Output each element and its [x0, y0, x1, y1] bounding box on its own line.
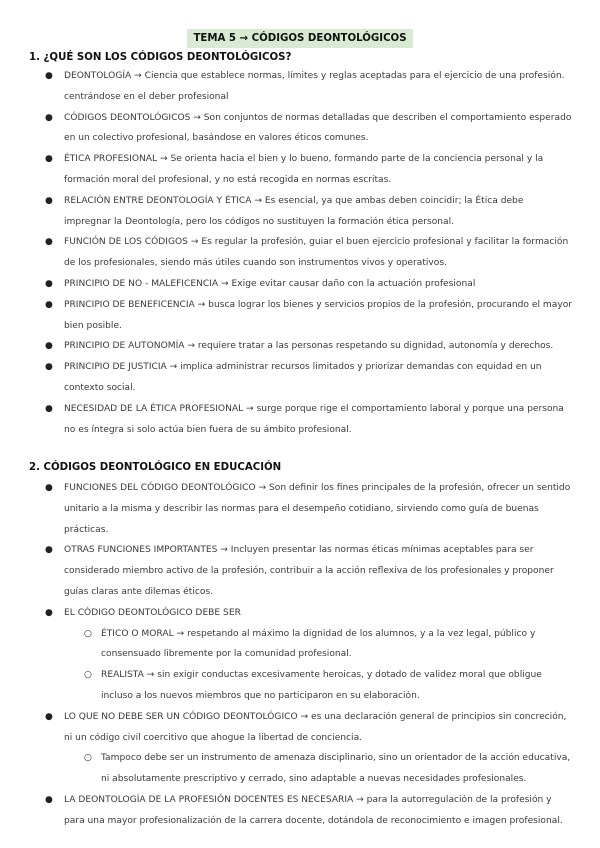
- section-1-list: [0, 66, 600, 440]
- bullet-icon: ●: [45, 299, 53, 310]
- bullet-icon: ●: [45, 545, 53, 556]
- bullet-icon: ●: [45, 362, 53, 373]
- list-item-text: NECESIDAD DE LA ÉTICA PROFESIONAL → surge porque rige el comportamiento laboral y porque una persona no es íntegra si solo actúa bien fuera de su ámbito profesional.: [64, 403, 564, 435]
- section-1-heading: 1. ¿QUÉ SON LOS CÓDIGOS DEONTOLÓGICOS?: [29, 52, 292, 63]
- list-item-text: PRINCIPIO DE AUTONOMÍA → requiere tratar a las personas respetando su dignidad, autonomía y derechos.: [64, 341, 554, 352]
- list-item: [0, 357, 600, 399]
- list-item: [0, 149, 600, 191]
- list-item: [0, 66, 600, 108]
- list-item-text: RELACIÓN ENTRE DEONTOLOGÍA Y ÉTICA → Es esencial, ya que ambas deben coincidir; la Ética debe impregnar la Deontología, pero los códigos no sustituyen la formación ética personal.: [64, 195, 524, 227]
- sub-list-item: [0, 665, 600, 707]
- bullet-icon: ●: [45, 607, 53, 618]
- list-item: [0, 274, 600, 295]
- title-wrap: [0, 26, 600, 48]
- list-item-text: DEONTOLOGÍA → Ciencia que establece normas, límites y reglas aceptadas para el ejercicio de una profesión. centrándose en el deber profesional: [64, 71, 565, 102]
- bullet-icon: ●: [45, 341, 53, 352]
- list-item: [0, 707, 600, 749]
- bullet-icon: ●: [45, 278, 53, 289]
- list-item: [0, 790, 600, 832]
- list-item-text: PRINCIPIO DE NO - MALEFICENCIA → Exige evitar causar daño con la actuación profesional: [64, 278, 476, 289]
- list-item: [0, 295, 600, 337]
- list-item-text: ÉTICA PROFESIONAL → Se orienta hacia el bien y lo bueno, formando parte de la conciencia personal y la formación moral del profesional, y no está recogida en normas escritas.: [64, 154, 544, 185]
- list-item-text: LA DEONTOLOGÍA DE LA PROFESIÓN DOCENTES ES NECESARIA → para la autorregulación de la profesión y para una mayor profesionalización de la carrera docente, dotándola de reconocimiento e imagen profesional.: [64, 794, 563, 826]
- list-item: [0, 336, 600, 357]
- list-item-text: PRINCIPIO DE JUSTICIA → implica administrar recursos limitados y priorizar demandas con equidad en un contexto social.: [64, 362, 542, 393]
- section-2-heading: 2. CÓDIGOS DEONTOLÓGICO EN EDUCACIÓN: [29, 462, 282, 473]
- sub-bullet-icon: ○: [84, 670, 92, 681]
- sub-list-item: [0, 624, 600, 666]
- bullet-icon: ●: [45, 711, 53, 722]
- list-item: [0, 603, 600, 624]
- bullet-icon: ●: [45, 195, 53, 206]
- document-title: TEMA 5 → CÓDIGOS DEONTOLÓGICOS: [187, 29, 412, 48]
- bullet-icon: ●: [45, 237, 53, 248]
- list-item: [0, 232, 600, 274]
- bullet-icon: ●: [45, 483, 53, 493]
- sub-bullet-icon: ○: [84, 753, 92, 764]
- list-item-text: Tampoco debe ser un instrumento de amenaza disciplinario, sino un orientador de la acción educativa, ni absolutamente prescriptivo y cerrado, sino adaptable a nuevas necesidades profesionales.: [101, 753, 571, 785]
- list-item-text: PRINCIPIO DE BENEFICENCIA → busca lograr los bienes y servicios propios de la profesión, procurando el mayor bien posible.: [64, 299, 573, 331]
- section-2-list: [0, 478, 600, 832]
- list-item: [0, 191, 600, 233]
- list-item-text: LO QUE NO DEBE SER UN CÓDIGO DEONTOLÓGICO → es una declaración general de principios sin concreción, ni un código civil coercitivo que ahogue la libertad de conciencia.: [64, 711, 567, 743]
- bullet-icon: ●: [45, 112, 53, 123]
- sub-list-item: [0, 748, 600, 790]
- list-item-text: OTRAS FUNCIONES IMPORTANTES → Incluyen presentar las normas éticas mínimas aceptables para ser considerado miembro activo de la profesión, contribuir a la acción reflexiva de los profesionales y proponer guías claras ante dilemas éticos.: [64, 545, 554, 597]
- bullet-icon: ●: [45, 71, 53, 81]
- bullet-icon: ●: [45, 403, 53, 414]
- sub-bullet-icon: ○: [84, 628, 92, 639]
- list-item: [0, 478, 600, 540]
- bullet-icon: ●: [45, 794, 53, 805]
- list-item-text: CÓDIGOS DEONTOLÓGICOS → Son conjuntos de normas detalladas que describen el comportamiento esperado en un colectivo profesional, basándose en valores éticos comunes.: [64, 112, 572, 144]
- list-item-text: REALISTA → sin exigir conductas excesivamente heroicas, y dotado de validez moral que obligue incluso a los nuevos miembros que no participaron en su elaboración.: [101, 670, 542, 701]
- list-item: [0, 540, 600, 602]
- list-item: [0, 399, 600, 441]
- list-item-text: EL CÓDIGO DEONTOLÓGICO DEBE SER: [64, 607, 241, 618]
- list-item-text: ÉTICO O MORAL → respetando al máximo la dignidad de los alumnos, y a la vez legal, público y consensuado libremente por la comunidad profesional.: [101, 628, 536, 660]
- list-item-text: FUNCIÓN DE LOS CÓDIGOS → Es regular la profesión, guiar el buen ejercicio profesional y facilitar la formación de los profesionales, siendo más útiles cuando son instrumentos vivos y operativos.: [64, 237, 569, 269]
- list-item-text: FUNCIONES DEL CÓDIGO DEONTOLÓGICO → Son definir los fines principales de la profesión, ofrecer un sentido unitario a la misma y describir las normas para el desempeño cotidiano, sirviendo como guía de buenas prácticas.: [64, 483, 571, 535]
- list-item: [0, 108, 600, 150]
- bullet-icon: ●: [45, 154, 53, 165]
